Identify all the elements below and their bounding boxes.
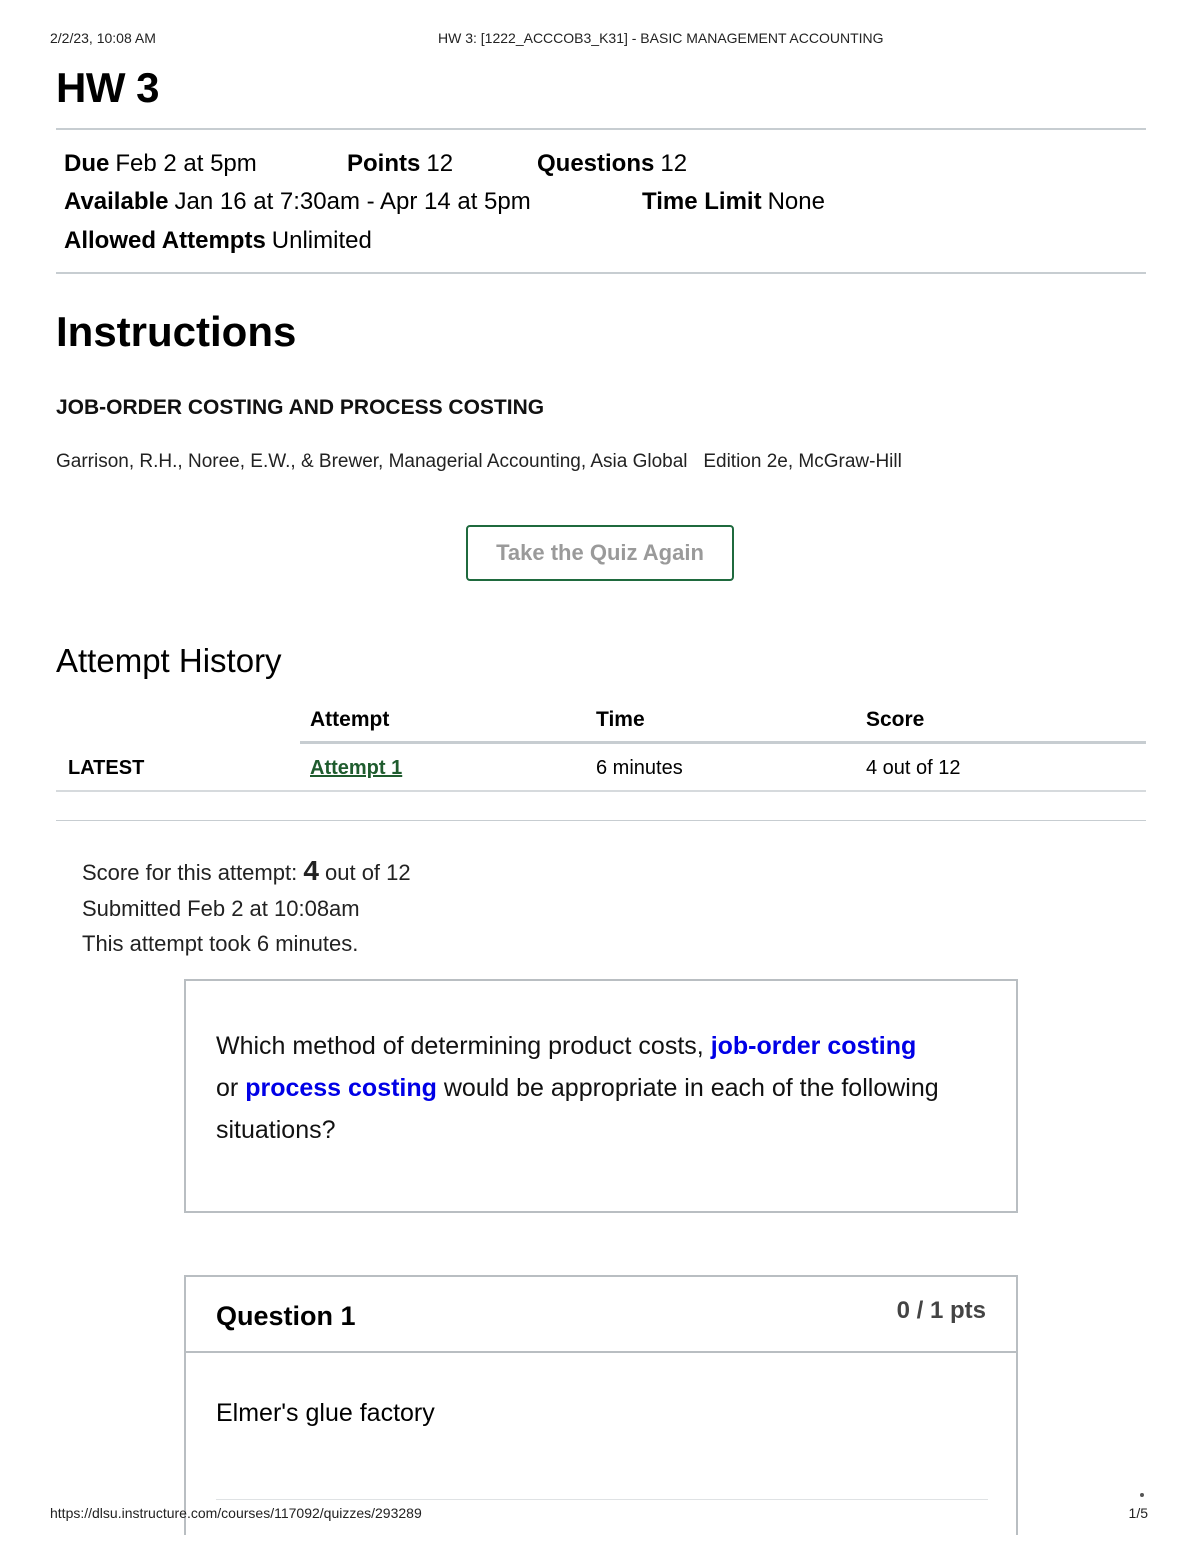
- column-header-time: Time: [596, 708, 645, 731]
- score-prefix: Score for this attempt:: [82, 860, 304, 885]
- print-document-title: HW 3: [1222_ACCCOB3_K31] - BASIC MANAGEMENT ACCOUNTING: [438, 30, 884, 46]
- attempt-history-heading: Attempt History: [56, 642, 282, 679]
- question-stem-text: [216, 1025, 1006, 1151]
- divider: [56, 820, 1146, 821]
- stem-or: or: [216, 1074, 246, 1102]
- meta-available-value: Jan 16 at 7:30am - Apr 14 at 5pm: [174, 188, 531, 215]
- instructions-reference: Garrison, R.H., Noree, E.W., & Brewer, Managerial Accounting, Asia Global Edition 2e, McGraw-Hill: [56, 451, 902, 472]
- question-1-body: Elmer's glue factory: [216, 1399, 435, 1427]
- print-page-number: 1/5: [1128, 1505, 1148, 1521]
- attempt-score-summary: [82, 855, 411, 887]
- meta-attempts-label: Allowed Attempts: [64, 227, 266, 254]
- meta-points-label: Points: [347, 150, 421, 177]
- meta-questions-value: 12: [660, 150, 688, 177]
- question-1-divider: [216, 1499, 988, 1500]
- attempt-time: 6 minutes: [596, 757, 683, 779]
- question-1-title: Question 1: [216, 1301, 356, 1331]
- latest-tag: LATEST: [68, 757, 145, 779]
- column-header-score: Score: [866, 708, 925, 731]
- stem-before: Which method of determining product costs,: [216, 1032, 711, 1060]
- table-header-divider: [300, 741, 1146, 744]
- term-process-costing: process costing: [245, 1074, 437, 1102]
- print-date: 2/2/23, 10:08 AM: [50, 30, 156, 46]
- stem-after: would be appropriate in each of the following situations?: [216, 1074, 939, 1144]
- meta-due-value: Feb 2 at 5pm: [115, 150, 257, 177]
- instructions-subheading: JOB-ORDER COSTING AND PROCESS COSTING: [56, 396, 545, 419]
- meta-allowed-attempts: [64, 227, 372, 255]
- divider: [56, 272, 1146, 274]
- meta-attempts-value: Unlimited: [271, 227, 372, 254]
- attempt-1-link[interactable]: Attempt 1: [310, 757, 403, 779]
- dot-marker: [1140, 1493, 1144, 1497]
- meta-available: [64, 188, 531, 216]
- meta-time-limit: [642, 188, 825, 216]
- table-row-divider: [56, 790, 1146, 792]
- instructions-heading: Instructions: [56, 308, 297, 355]
- print-header: [50, 30, 1148, 50]
- meta-time-limit-value: None: [767, 188, 825, 215]
- meta-points-value: 12: [426, 150, 454, 177]
- print-url: https://dlsu.instructure.com/courses/117092/quizzes/293289: [50, 1505, 422, 1521]
- submitted-time: Submitted Feb 2 at 10:08am: [82, 896, 360, 921]
- attempt-score: 4 out of 12: [866, 757, 961, 779]
- divider: [56, 128, 1146, 130]
- meta-questions-label: Questions: [537, 150, 655, 177]
- score-suffix: out of 12: [318, 860, 411, 885]
- meta-due: [64, 150, 257, 178]
- column-header-attempt: Attempt: [310, 708, 390, 731]
- meta-time-limit-label: Time Limit: [642, 188, 762, 215]
- question-1-header: [186, 1277, 1016, 1353]
- page-title: HW 3: [56, 64, 159, 111]
- term-job-order-costing: job-order costing: [710, 1032, 917, 1060]
- attempt-duration: This attempt took 6 minutes.: [82, 931, 359, 956]
- meta-available-label: Available: [64, 188, 169, 215]
- question-1-points: 0 / 1 pts: [896, 1297, 986, 1324]
- attempt-history-table: [56, 700, 1146, 794]
- take-quiz-again-button[interactable]: Take the Quiz Again: [466, 525, 734, 581]
- score-value: 4: [303, 855, 319, 886]
- question-stem-box: [184, 979, 1018, 1213]
- question-1-card: [184, 1275, 1018, 1535]
- meta-points: [347, 150, 453, 178]
- meta-questions: [537, 150, 687, 178]
- meta-due-label: Due: [64, 150, 110, 177]
- print-footer: [50, 1505, 1148, 1525]
